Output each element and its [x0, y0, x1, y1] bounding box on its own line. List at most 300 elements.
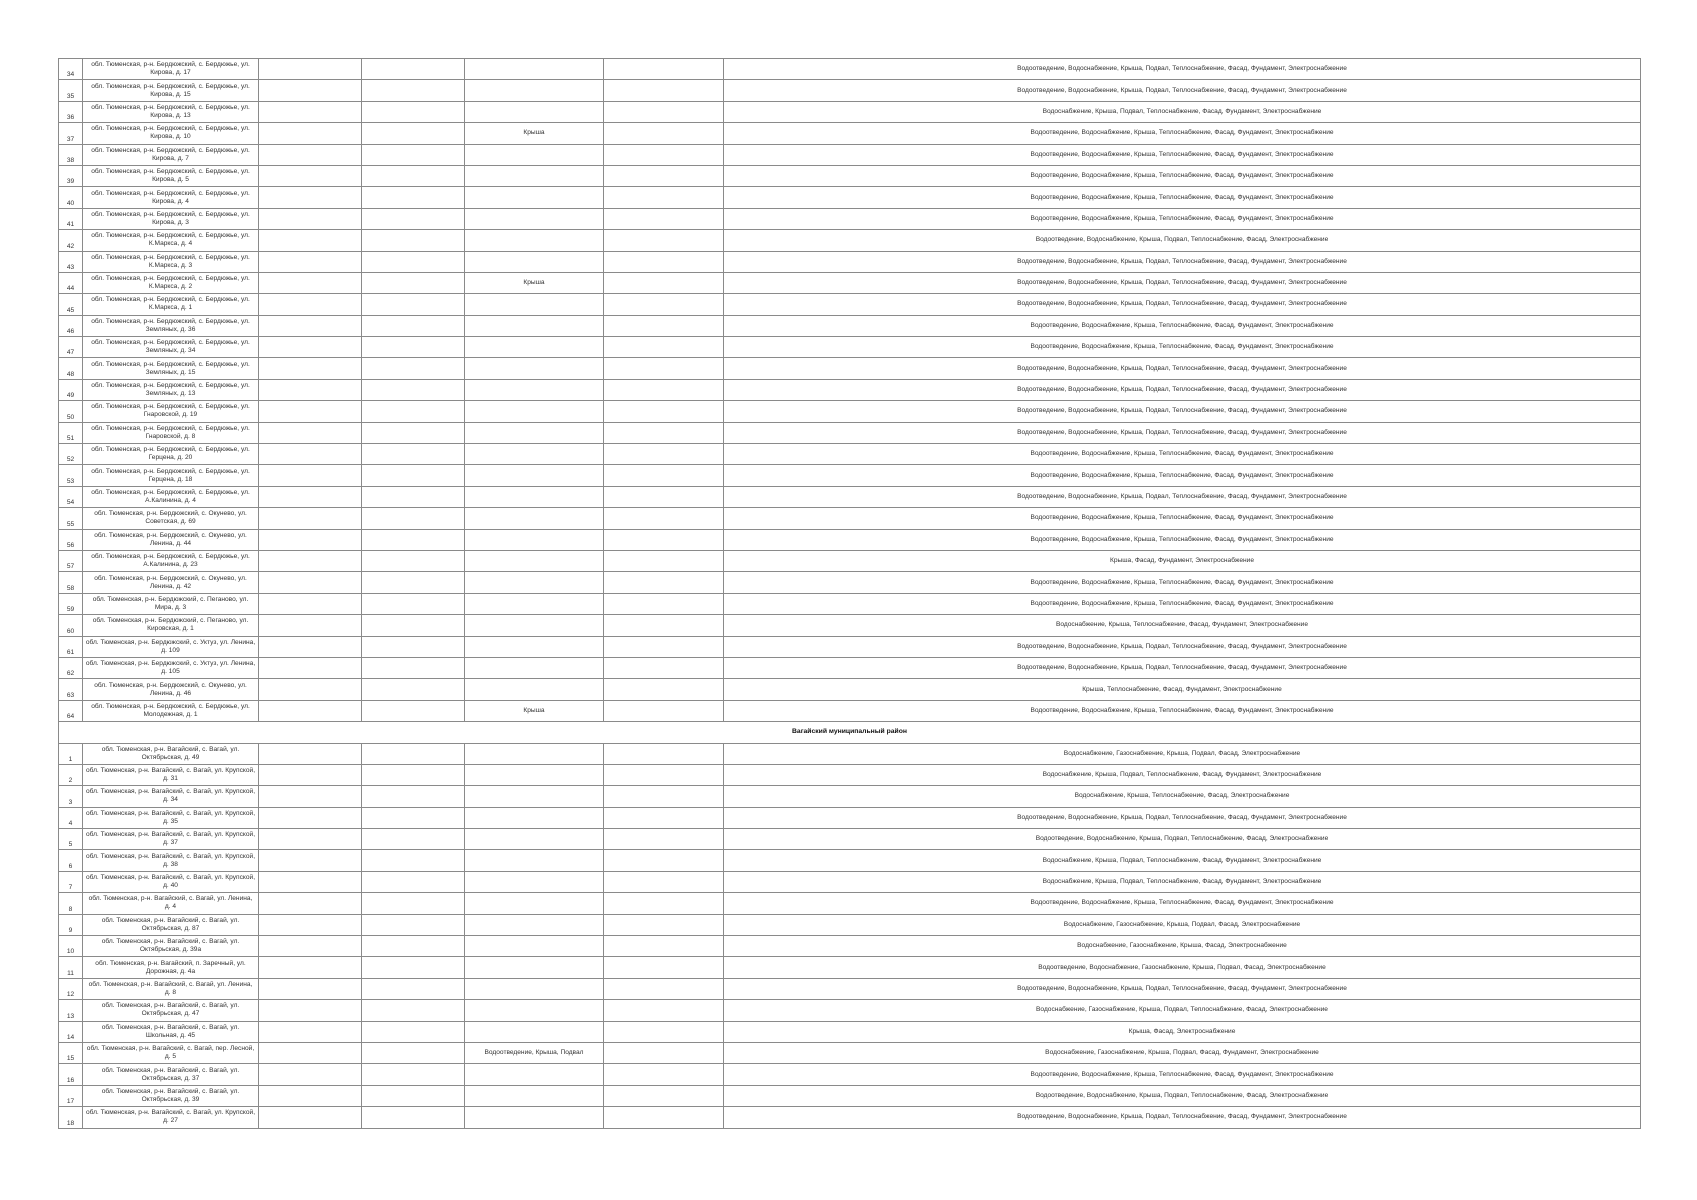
address-cell: обл. Тюменская, р-н. Бердюжский, с. Бердюжье, ул. Молодежная, д. 1 [83, 700, 259, 721]
row-number: 55 [59, 508, 83, 529]
table-row [59, 657, 1641, 678]
column-5-cell [604, 294, 724, 315]
works-list-cell: Водоотведение, Водоснабжение, Крыша, Подвал, Теплоснабжение, Фасад, Фундамент, Электроснабжение [724, 272, 1641, 293]
column-2-cell [259, 743, 362, 764]
works-list-cell: Водоснабжение, Газоснабжение, Крыша, Подвал, Фасад, Электроснабжение [724, 914, 1641, 935]
address-cell: обл. Тюменская, р-н. Бердюжский, с. Пеганово, ул. Мира, д. 3 [83, 593, 259, 614]
works-list-cell: Крыша, Фасад, Электроснабжение [724, 1021, 1641, 1042]
column-4-cell [465, 957, 604, 978]
column-4-cell [465, 1000, 604, 1021]
column-2-cell [259, 914, 362, 935]
column-3-cell [362, 465, 465, 486]
row-number: 34 [59, 59, 83, 80]
section-header-row [59, 722, 1641, 743]
table-row [59, 444, 1641, 465]
column-5-cell [604, 850, 724, 871]
column-4-cell [465, 422, 604, 443]
works-list-cell: Водоснабжение, Газоснабжение, Крыша, Фасад, Электроснабжение [724, 936, 1641, 957]
table-row [59, 59, 1641, 80]
table-row [59, 615, 1641, 636]
column-2-cell [259, 529, 362, 550]
column-5-cell [604, 337, 724, 358]
column-3-cell [362, 1042, 465, 1063]
column-2-cell [259, 807, 362, 828]
address-cell: обл. Тюменская, р-н. Бердюжский, с. Бердюжье, ул. Герцена, д. 18 [83, 465, 259, 486]
address-cell: обл. Тюменская, р-н. Бердюжский, с. Уктуз, ул. Ленина, д. 105 [83, 657, 259, 678]
column-5-cell [604, 486, 724, 507]
table-row [59, 508, 1641, 529]
column-5-cell [604, 508, 724, 529]
column-3-cell [362, 422, 465, 443]
column-4-cell [465, 401, 604, 422]
column-3-cell [362, 80, 465, 101]
column-5-cell [604, 572, 724, 593]
column-3-cell [362, 59, 465, 80]
column-4-cell [465, 187, 604, 208]
row-number: 1 [59, 743, 83, 764]
works-list-cell: Водоснабжение, Крыша, Подвал, Теплоснабжение, Фасад, Фундамент, Электроснабжение [724, 101, 1641, 122]
column-3-cell [362, 893, 465, 914]
column-3-cell [362, 144, 465, 165]
works-list-cell: Водоотведение, Водоснабжение, Крыша, Теплоснабжение, Фасад, Фундамент, Электроснабжение [724, 465, 1641, 486]
column-3-cell [362, 936, 465, 957]
column-3-cell [362, 444, 465, 465]
column-3-cell [362, 230, 465, 251]
column-5-cell [604, 251, 724, 272]
works-list-cell: Водоотведение, Водоснабжение, Крыша, Подвал, Теплоснабжение, Фасад, Электроснабжение [724, 1085, 1641, 1106]
row-number: 17 [59, 1085, 83, 1106]
column-5-cell [604, 764, 724, 785]
column-2-cell [259, 1042, 362, 1063]
address-cell: обл. Тюменская, р-н. Бердюжский, с. Бердюжье, ул. А.Калинина, д. 23 [83, 550, 259, 571]
column-4-cell [465, 444, 604, 465]
works-list-cell: Крыша, Фасад, Фундамент, Электроснабжение [724, 550, 1641, 571]
address-cell: обл. Тюменская, р-н. Бердюжский, с. Бердюжье, ул. А.Калинина, д. 4 [83, 486, 259, 507]
row-number: 7 [59, 871, 83, 892]
address-cell: обл. Тюменская, р-н. Вагайский, с. Вагай, ул. Ленина, д. 4 [83, 893, 259, 914]
address-cell: обл. Тюменская, р-н. Бердюжский, с. Бердюжье, ул. Герцена, д. 20 [83, 444, 259, 465]
column-2-cell [259, 230, 362, 251]
table-row [59, 743, 1641, 764]
column-5-cell [604, 615, 724, 636]
column-3-cell [362, 123, 465, 144]
column-2-cell [259, 572, 362, 593]
table-row [59, 1085, 1641, 1106]
table-row [59, 208, 1641, 229]
column-5-cell [604, 144, 724, 165]
address-cell: обл. Тюменская, р-н. Бердюжский, с. Бердюжье, ул. Земляных, д. 13 [83, 379, 259, 400]
row-number: 5 [59, 829, 83, 850]
works-list-cell: Водоснабжение, Крыша, Теплоснабжение, Фасад, Фундамент, Электроснабжение [724, 615, 1641, 636]
works-list-cell: Водоотведение, Водоснабжение, Крыша, Теплоснабжение, Фасад, Фундамент, Электроснабжение [724, 165, 1641, 186]
column-2-cell [259, 294, 362, 315]
column-3-cell [362, 315, 465, 336]
column-3-cell [362, 700, 465, 721]
column-2-cell [259, 1064, 362, 1085]
column-2-cell [259, 337, 362, 358]
address-cell: обл. Тюменская, р-н. Бердюжский, с. Бердюжье, ул. К.Маркса, д. 4 [83, 230, 259, 251]
address-cell: обл. Тюменская, р-н. Вагайский, с. Вагай, ул. Крупской, д. 37 [83, 829, 259, 850]
table-row [59, 315, 1641, 336]
column-2-cell [259, 700, 362, 721]
column-4-cell: Крыша [465, 272, 604, 293]
column-3-cell [362, 572, 465, 593]
table-row [59, 871, 1641, 892]
column-4-cell [465, 679, 604, 700]
column-3-cell [362, 636, 465, 657]
row-number: 15 [59, 1042, 83, 1063]
column-4-cell [465, 572, 604, 593]
row-number: 44 [59, 272, 83, 293]
column-5-cell [604, 957, 724, 978]
table-row [59, 1000, 1641, 1021]
column-3-cell [362, 957, 465, 978]
column-2-cell [259, 508, 362, 529]
column-5-cell [604, 59, 724, 80]
table-row [59, 187, 1641, 208]
table-body [59, 59, 1641, 1129]
works-list-cell: Водоснабжение, Крыша, Подвал, Теплоснабжение, Фасад, Фундамент, Электроснабжение [724, 850, 1641, 871]
works-list-cell: Водоотведение, Водоснабжение, Крыша, Подвал, Теплоснабжение, Фасад, Фундамент, Электроснабжение [724, 251, 1641, 272]
column-5-cell [604, 165, 724, 186]
column-4-cell [465, 529, 604, 550]
address-cell: обл. Тюменская, р-н. Бердюжский, с. Бердюжье, ул. Кирова, д. 10 [83, 123, 259, 144]
column-5-cell [604, 743, 724, 764]
column-4-cell [465, 1021, 604, 1042]
column-4-cell [465, 165, 604, 186]
column-4-cell [465, 1064, 604, 1085]
column-3-cell [362, 529, 465, 550]
column-4-cell [465, 358, 604, 379]
works-list-cell: Водоотведение, Водоснабжение, Крыша, Подвал, Теплоснабжение, Фасад, Фундамент, Электроснабжение [724, 379, 1641, 400]
column-4-cell [465, 379, 604, 400]
column-5-cell [604, 807, 724, 828]
column-5-cell [604, 978, 724, 999]
column-5-cell [604, 208, 724, 229]
row-number: 61 [59, 636, 83, 657]
column-4-cell [465, 315, 604, 336]
row-number: 46 [59, 315, 83, 336]
works-list-cell: Водоотведение, Водоснабжение, Крыша, Подвал, Теплоснабжение, Фасад, Фундамент, Электроснабжение [724, 358, 1641, 379]
column-2-cell [259, 422, 362, 443]
column-4-cell [465, 101, 604, 122]
column-3-cell [362, 208, 465, 229]
row-number: 39 [59, 165, 83, 186]
row-number: 8 [59, 893, 83, 914]
column-3-cell [362, 1021, 465, 1042]
works-list-cell: Водоотведение, Водоснабжение, Крыша, Подвал, Теплоснабжение, Фасад, Фундамент, Электроснабжение [724, 1107, 1641, 1128]
column-3-cell [362, 1085, 465, 1106]
column-2-cell [259, 936, 362, 957]
column-4-cell [465, 743, 604, 764]
works-list-cell: Водоотведение, Водоснабжение, Крыша, Теплоснабжение, Фасад, Фундамент, Электроснабжение [724, 1064, 1641, 1085]
column-2-cell [259, 636, 362, 657]
column-3-cell [362, 914, 465, 935]
works-list-cell: Водоотведение, Водоснабжение, Крыша, Теплоснабжение, Фасад, Фундамент, Электроснабжение [724, 593, 1641, 614]
column-5-cell [604, 529, 724, 550]
table-row [59, 700, 1641, 721]
table-row [59, 379, 1641, 400]
column-4-cell [465, 144, 604, 165]
column-3-cell [362, 786, 465, 807]
column-3-cell [362, 486, 465, 507]
column-2-cell [259, 679, 362, 700]
column-4-cell [465, 1085, 604, 1106]
table-row [59, 550, 1641, 571]
table-row [59, 957, 1641, 978]
column-4-cell [465, 486, 604, 507]
row-number: 43 [59, 251, 83, 272]
address-cell: обл. Тюменская, р-н. Вагайский, с. Вагай, ул. Крупской, д. 35 [83, 807, 259, 828]
address-cell: обл. Тюменская, р-н. Вагайский, с. Вагай, ул. Октябрьская, д. 47 [83, 1000, 259, 1021]
column-4-cell [465, 636, 604, 657]
works-list-cell: Водоотведение, Водоснабжение, Крыша, Теплоснабжение, Фасад, Фундамент, Электроснабжение [724, 123, 1641, 144]
works-list-cell: Водоотведение, Водоснабжение, Крыша, Теплоснабжение, Фасад, Фундамент, Электроснабжение [724, 208, 1641, 229]
row-number: 51 [59, 422, 83, 443]
row-number: 41 [59, 208, 83, 229]
address-cell: обл. Тюменская, р-н. Бердюжский, с. Окунево, ул. Ленина, д. 42 [83, 572, 259, 593]
table-row [59, 850, 1641, 871]
column-4-cell [465, 337, 604, 358]
address-cell: обл. Тюменская, р-н. Бердюжский, с. Бердюжье, ул. К.Маркса, д. 2 [83, 272, 259, 293]
address-cell: обл. Тюменская, р-н. Вагайский, п. Заречный, ул. Дорожная, д. 4а [83, 957, 259, 978]
row-number: 37 [59, 123, 83, 144]
address-cell: обл. Тюменская, р-н. Вагайский, с. Вагай, ул. Октябрьская, д. 37 [83, 1064, 259, 1085]
works-list-cell: Водоотведение, Водоснабжение, Крыша, Подвал, Теплоснабжение, Фасад, Электроснабжение [724, 829, 1641, 850]
column-3-cell [362, 165, 465, 186]
address-cell: обл. Тюменская, р-н. Бердюжский, с. Бердюжье, ул. Кирова, д. 5 [83, 165, 259, 186]
works-list-cell: Водоотведение, Водоснабжение, Крыша, Подвал, Теплоснабжение, Фасад, Фундамент, Электроснабжение [724, 807, 1641, 828]
works-list-cell: Водоотведение, Водоснабжение, Крыша, Подвал, Теплоснабжение, Фасад, Фундамент, Электроснабжение [724, 422, 1641, 443]
column-4-cell [465, 657, 604, 678]
row-number: 2 [59, 764, 83, 785]
table-row [59, 486, 1641, 507]
row-number: 36 [59, 101, 83, 122]
column-4-cell [465, 208, 604, 229]
works-list-cell: Водоотведение, Водоснабжение, Крыша, Теплоснабжение, Фасад, Фундамент, Электроснабжение [724, 893, 1641, 914]
works-list-cell: Водоснабжение, Крыша, Подвал, Теплоснабжение, Фасад, Фундамент, Электроснабжение [724, 871, 1641, 892]
table-row [59, 80, 1641, 101]
column-2-cell [259, 101, 362, 122]
address-cell: обл. Тюменская, р-н. Вагайский, с. Вагай, пер. Лесной, д. 5 [83, 1042, 259, 1063]
column-4-cell [465, 764, 604, 785]
address-cell: обл. Тюменская, р-н. Вагайский, с. Вагай, ул. Октябрьская, д. 87 [83, 914, 259, 935]
column-3-cell [362, 829, 465, 850]
column-3-cell [362, 657, 465, 678]
column-2-cell [259, 1107, 362, 1128]
column-5-cell [604, 1042, 724, 1063]
works-list-cell: Водоснабжение, Крыша, Подвал, Теплоснабжение, Фасад, Фундамент, Электроснабжение [724, 764, 1641, 785]
address-cell: обл. Тюменская, р-н. Бердюжский, с. Бердюжье, ул. К.Маркса, д. 3 [83, 251, 259, 272]
address-cell: обл. Тюменская, р-н. Бердюжский, с. Уктуз, ул. Ленина, д. 109 [83, 636, 259, 657]
address-cell: обл. Тюменская, р-н. Бердюжский, с. Бердюжье, ул. К.Маркса, д. 1 [83, 294, 259, 315]
column-2-cell [259, 829, 362, 850]
column-4-cell [465, 80, 604, 101]
address-cell: обл. Тюменская, р-н. Вагайский, с. Вагай, ул. Крупской, д. 27 [83, 1107, 259, 1128]
column-2-cell [259, 144, 362, 165]
table-row [59, 764, 1641, 785]
row-number: 50 [59, 401, 83, 422]
works-list-cell: Водоснабжение, Газоснабжение, Крыша, Подвал, Теплоснабжение, Фасад, Электроснабжение [724, 1000, 1641, 1021]
column-3-cell [362, 615, 465, 636]
column-4-cell [465, 1107, 604, 1128]
column-5-cell [604, 679, 724, 700]
column-3-cell [362, 679, 465, 700]
column-5-cell [604, 914, 724, 935]
column-3-cell [362, 187, 465, 208]
row-number: 56 [59, 529, 83, 550]
column-2-cell [259, 764, 362, 785]
column-5-cell [604, 422, 724, 443]
column-3-cell [362, 101, 465, 122]
row-number: 6 [59, 850, 83, 871]
column-3-cell [362, 401, 465, 422]
column-5-cell [604, 379, 724, 400]
column-4-cell [465, 914, 604, 935]
row-number: 62 [59, 657, 83, 678]
works-list-cell: Водоотведение, Водоснабжение, Крыша, Теплоснабжение, Фасад, Фундамент, Электроснабжение [724, 700, 1641, 721]
table-row [59, 101, 1641, 122]
row-number: 14 [59, 1021, 83, 1042]
works-list-cell: Водоотведение, Водоснабжение, Крыша, Подвал, Теплоснабжение, Фасад, Фундамент, Электроснабжение [724, 80, 1641, 101]
works-list-cell: Водоотведение, Водоснабжение, Крыша, Подвал, Теплоснабжение, Фасад, Фундамент, Электроснабжение [724, 294, 1641, 315]
column-2-cell [259, 358, 362, 379]
table-row [59, 465, 1641, 486]
table-row [59, 893, 1641, 914]
row-number: 10 [59, 936, 83, 957]
table-row [59, 337, 1641, 358]
column-2-cell [259, 615, 362, 636]
column-2-cell [259, 80, 362, 101]
column-3-cell [362, 743, 465, 764]
address-cell: обл. Тюменская, р-н. Бердюжский, с. Окунево, ул. Советская, д. 69 [83, 508, 259, 529]
column-5-cell [604, 871, 724, 892]
address-cell: обл. Тюменская, р-н. Вагайский, с. Вагай, ул. Крупской, д. 38 [83, 850, 259, 871]
address-cell: обл. Тюменская, р-н. Вагайский, с. Вагай, ул. Школьная, д. 45 [83, 1021, 259, 1042]
works-list-cell: Водоотведение, Водоснабжение, Крыша, Подвал, Теплоснабжение, Фасад, Электроснабжение [724, 230, 1641, 251]
column-5-cell [604, 1085, 724, 1106]
column-2-cell [259, 850, 362, 871]
column-5-cell [604, 657, 724, 678]
column-2-cell [259, 315, 362, 336]
table-row [59, 272, 1641, 293]
column-5-cell [604, 829, 724, 850]
column-5-cell [604, 401, 724, 422]
column-2-cell [259, 59, 362, 80]
column-4-cell [465, 829, 604, 850]
works-list-cell: Водоснабжение, Крыша, Теплоснабжение, Фасад, Электроснабжение [724, 786, 1641, 807]
table-row [59, 529, 1641, 550]
column-2-cell [259, 871, 362, 892]
column-3-cell [362, 272, 465, 293]
column-2-cell [259, 786, 362, 807]
row-number: 58 [59, 572, 83, 593]
works-list-cell: Водоотведение, Водоснабжение, Крыша, Подвал, Теплоснабжение, Фасад, Фундамент, Электроснабжение [724, 486, 1641, 507]
table-row [59, 914, 1641, 935]
works-list-cell: Водоотведение, Водоснабжение, Крыша, Подвал, Теплоснабжение, Фасад, Фундамент, Электроснабжение [724, 636, 1641, 657]
row-number: 13 [59, 1000, 83, 1021]
address-cell: обл. Тюменская, р-н. Бердюжский, с. Пеганово, ул. Кировская, д. 1 [83, 615, 259, 636]
column-3-cell [362, 294, 465, 315]
works-list-cell: Водоотведение, Водоснабжение, Крыша, Теплоснабжение, Фасад, Фундамент, Электроснабжение [724, 144, 1641, 165]
column-3-cell [362, 807, 465, 828]
column-5-cell [604, 358, 724, 379]
column-5-cell [604, 593, 724, 614]
address-cell: обл. Тюменская, р-н. Вагайский, с. Вагай, ул. Октябрьская, д. 39 [83, 1085, 259, 1106]
table-row [59, 807, 1641, 828]
column-5-cell [604, 550, 724, 571]
works-list-cell: Водоотведение, Водоснабжение, Крыша, Теплоснабжение, Фасад, Фундамент, Электроснабжение [724, 187, 1641, 208]
row-number: 3 [59, 786, 83, 807]
address-cell: обл. Тюменская, р-н. Бердюжский, с. Окунево, ул. Ленина, д. 44 [83, 529, 259, 550]
table-row [59, 786, 1641, 807]
column-2-cell [259, 465, 362, 486]
row-number: 38 [59, 144, 83, 165]
row-number: 4 [59, 807, 83, 828]
column-3-cell [362, 1000, 465, 1021]
address-cell: обл. Тюменская, р-н. Бердюжский, с. Бердюжье, ул. Кирова, д. 7 [83, 144, 259, 165]
address-cell: обл. Тюменская, р-н. Бердюжский, с. Бердюжье, ул. Кирова, д. 4 [83, 187, 259, 208]
row-number: 47 [59, 337, 83, 358]
row-number: 64 [59, 700, 83, 721]
address-cell: обл. Тюменская, р-н. Бердюжский, с. Бердюжье, ул. Кирова, д. 15 [83, 80, 259, 101]
column-2-cell [259, 379, 362, 400]
column-4-cell [465, 550, 604, 571]
column-4-cell [465, 936, 604, 957]
row-number: 18 [59, 1107, 83, 1128]
address-cell: обл. Тюменская, р-н. Бердюжский, с. Бердюжье, ул. Земляных, д. 34 [83, 337, 259, 358]
column-5-cell [604, 465, 724, 486]
column-2-cell [259, 187, 362, 208]
table-row [59, 1107, 1641, 1128]
column-3-cell [362, 1107, 465, 1128]
address-cell: обл. Тюменская, р-н. Бердюжский, с. Бердюжье, ул. Гнаровской, д. 19 [83, 401, 259, 422]
works-table [58, 58, 1641, 1129]
column-4-cell [465, 593, 604, 614]
row-number: 54 [59, 486, 83, 507]
column-4-cell [465, 850, 604, 871]
column-4-cell [465, 59, 604, 80]
column-2-cell [259, 208, 362, 229]
address-cell: обл. Тюменская, р-н. Вагайский, с. Вагай, ул. Ленина, д. 8 [83, 978, 259, 999]
column-4-cell [465, 615, 604, 636]
column-3-cell [362, 508, 465, 529]
column-3-cell [362, 593, 465, 614]
column-4-cell [465, 893, 604, 914]
row-number: 52 [59, 444, 83, 465]
works-list-cell: Водоотведение, Водоснабжение, Крыша, Подвал, Теплоснабжение, Фасад, Фундамент, Электроснабжение [724, 978, 1641, 999]
column-2-cell [259, 444, 362, 465]
works-list-cell: Водоотведение, Водоснабжение, Крыша, Подвал, Теплоснабжение, Фасад, Фундамент, Электроснабжение [724, 59, 1641, 80]
column-2-cell [259, 1021, 362, 1042]
column-3-cell [362, 871, 465, 892]
column-4-cell [465, 786, 604, 807]
table-row [59, 144, 1641, 165]
row-number: 57 [59, 550, 83, 571]
row-number: 42 [59, 230, 83, 251]
column-4-cell: Крыша [465, 123, 604, 144]
column-3-cell [362, 358, 465, 379]
row-number: 63 [59, 679, 83, 700]
column-2-cell [259, 251, 362, 272]
row-number: 40 [59, 187, 83, 208]
column-5-cell [604, 893, 724, 914]
row-number: 12 [59, 978, 83, 999]
address-cell: обл. Тюменская, р-н. Вагайский, с. Вагай, ул. Крупской, д. 31 [83, 764, 259, 785]
column-3-cell [362, 251, 465, 272]
column-2-cell [259, 978, 362, 999]
column-2-cell [259, 593, 362, 614]
